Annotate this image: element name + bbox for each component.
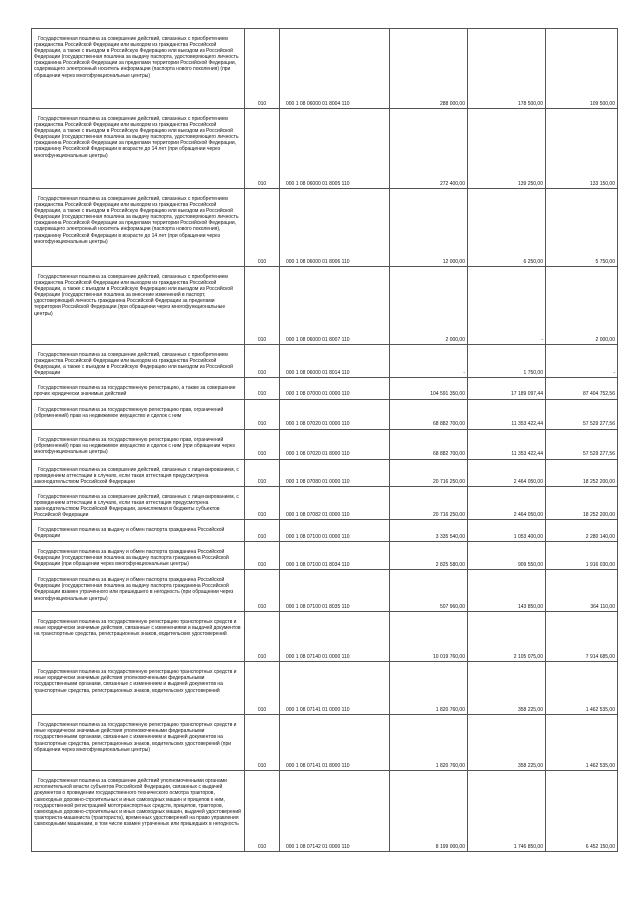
row-description	[32, 612, 245, 662]
row-description	[32, 570, 245, 612]
table-row	[32, 612, 618, 662]
row-description	[32, 771, 245, 852]
row-revenue-code: 000 1 08 07100 01 0000 110	[280, 520, 390, 542]
row-unexecuted-amount: 57 529 277,56	[546, 399, 618, 429]
row-description	[32, 189, 245, 267]
row-description-text: Государственная пошлина за совершение действий, связанных с лицензированием, с проведением аттестации в случаях, если такая аттестация предусмотрена законодательством Российской Федерации, зачисляемая в бюджеты субъектов Российской Федерации	[34, 493, 239, 519]
row-executed-amount: 17 189 097,44	[468, 378, 546, 399]
row-description-text: Государственная пошлина за государственную регистрацию, а также за совершение прочих юридически значимых действий	[34, 385, 236, 398]
row-description	[32, 429, 245, 459]
row-revenue-code: 000 1 08 07000 01 0000 110	[280, 378, 390, 399]
row-description	[32, 399, 245, 429]
table-row	[32, 542, 618, 570]
row-executed-amount: 2 464 050,00	[468, 459, 546, 486]
row-description	[32, 29, 245, 109]
table-row	[32, 459, 618, 486]
row-description-text: Государственная пошлина за выдачу и обмен паспорта гражданина Российской Федерации	[34, 527, 225, 540]
row-description-text: Государственная пошлина за государственную регистрацию прав, ограничений (обременений) прав на недвижимое имущество и сделок с ним (при обращении через многофункциональные центры)	[34, 436, 235, 455]
row-description-text: Государственная пошлина за выдачу и обмен паспорта гражданина Российской Федерации (государственная пошлина за выдачу паспорта гражданина Российской Федерации взамен утраченного или пришедшего в негодность (при обращении через многофункциональные центры)	[34, 577, 234, 602]
row-line-code: 010	[245, 109, 280, 189]
row-line-code: 010	[245, 771, 280, 852]
row-executed-amount: 178 500,00	[468, 29, 546, 109]
row-line-code: 010	[245, 399, 280, 429]
row-approved-amount: 272 400,00	[390, 109, 468, 189]
table-row	[32, 189, 618, 267]
row-executed-amount: 2 464 050,00	[468, 486, 546, 519]
row-description-text: Государственная пошлина за совершение действий, связанных с приобретением гражданства Российской Федерации или выходом из гражданства Российской Федерации, а также с въездом в Российскую Федерацию или выездом из Российской Федерации (государственная пошлина за выдачу паспорта, удостоверяющего личность гражданина Российской Федерации за пределами территории Российской Федерации, содержащего электронный носитель информации (паспорта нового поколения), гражданину Российской Федерации в возрасте до 14 лет (при обращении через многофункциональные центры)	[34, 196, 239, 245]
row-revenue-code: 000 1 08 07100 01 8035 110	[280, 570, 390, 612]
row-unexecuted-amount: 2 000,00	[546, 267, 618, 345]
row-unexecuted-amount: 18 252 200,00	[546, 459, 618, 486]
table-row	[32, 662, 618, 715]
row-description	[32, 715, 245, 771]
row-revenue-code: 000 1 08 07140 01 0000 110	[280, 612, 390, 662]
row-description-text: Государственная пошлина за государственную регистрацию транспортных средств и иные юридически значимые действия, связанные с изменениями и выдачей документов на транспортные средства, регистрационных знаков, водительских удостоверений	[34, 619, 241, 638]
row-approved-amount: 1 820 760,00	[390, 715, 468, 771]
table-row	[32, 570, 618, 612]
row-unexecuted-amount: 5 750,00	[546, 189, 618, 267]
row-description-text: Государственная пошлина за совершение действий, связанных с приобретением гражданства Российской Федерации или выходом из гражданства Российской Федерации, а также с въездом в Российскую Федерацию или выездом из Российской Федерации (государственная пошлина за внесение изменений в паспорт, удостоверяющий личность гражданина Российской Федерации за пределами территории Российской Федерации (при обращении через многофункциональные центры)	[34, 274, 233, 317]
row-line-code: 010	[245, 486, 280, 519]
row-description-text: Государственная пошлина за государственную регистрацию транспортных средств и иные юридически значимые действия уполномоченными федеральными государственными органами, связанные с изменением и выдачей документов на транспортные средства, регистрационных знаков, водительских удостоверений (при обращении через многофункциональные центры)	[34, 722, 237, 753]
row-approved-amount: 2 825 580,00	[390, 542, 468, 570]
row-executed-amount: 1 750,00	[468, 345, 546, 378]
row-executed-amount: 139 250,00	[468, 109, 546, 189]
row-executed-amount: 143 850,00	[468, 570, 546, 612]
row-unexecuted-amount: 57 529 277,56	[546, 429, 618, 459]
row-description-text: Государственная пошлина за совершение действий, связанных с приобретением гражданства Российской Федерации или выходом из гражданства Российской Федерации, а также с въездом в Российскую Федерацию или выездом из Российской Федерации	[34, 352, 233, 377]
row-description-text: Государственная пошлина за выдачу и обмен паспорта гражданина Российской Федерации (государственная пошлина за выдачу паспорта гражданина Российской Федерации (при обращении через многофункциональные центры)	[34, 549, 229, 568]
row-revenue-code: 000 1 08 06000 01 8004 110	[280, 29, 390, 109]
row-approved-amount: 20 716 250,00	[390, 459, 468, 486]
row-line-code: 010	[245, 520, 280, 542]
row-line-code: 010	[245, 267, 280, 345]
row-approved-amount: 10 019 760,00	[390, 612, 468, 662]
row-revenue-code: 000 1 08 07082 01 0000 110	[280, 486, 390, 519]
row-revenue-code: 000 1 08 07100 01 8034 110	[280, 542, 390, 570]
row-unexecuted-amount: 133 150,00	[546, 109, 618, 189]
row-revenue-code: 000 1 08 07080 01 0000 110	[280, 459, 390, 486]
row-description	[32, 345, 245, 378]
row-executed-amount: 358 225,00	[468, 662, 546, 715]
row-unexecuted-amount: 6 452 150,00	[546, 771, 618, 852]
row-revenue-code: 000 1 08 07020 01 0000 110	[280, 399, 390, 429]
row-approved-amount: 68 882 700,00	[390, 399, 468, 429]
row-approved-amount: 288 000,00	[390, 29, 468, 109]
row-line-code: 010	[245, 29, 280, 109]
row-unexecuted-amount: 7 914 685,00	[546, 612, 618, 662]
row-line-code: 010	[245, 459, 280, 486]
row-line-code: 010	[245, 429, 280, 459]
row-unexecuted-amount: -	[546, 345, 618, 378]
row-approved-amount: 3 335 540,00	[390, 520, 468, 542]
row-unexecuted-amount: 87 404 752,56	[546, 378, 618, 399]
row-description-text: Государственная пошлина за государственную регистрацию транспортных средств и иные юридически значимые действия уполномоченными федеральными государственными органами, связанные с изменением и выдачей документов на транспортные средства, регистрационных знаков, водительских удостоверений	[34, 669, 237, 694]
row-revenue-code: 000 1 08 07141 01 8000 110	[280, 715, 390, 771]
row-approved-amount: 20 716 250,00	[390, 486, 468, 519]
row-unexecuted-amount: 109 500,00	[546, 29, 618, 109]
row-description	[32, 459, 245, 486]
row-unexecuted-amount: 1 916 030,00	[546, 542, 618, 570]
row-executed-amount: -	[468, 267, 546, 345]
table-row	[32, 109, 618, 189]
row-revenue-code: 000 1 08 06000 01 8006 110	[280, 189, 390, 267]
row-description-text: Государственная пошлина за совершение действий, связанных с приобретением гражданства Российской Федерации или выходом из гражданства Российской Федерации, а также с въездом в Российскую Федерацию или выездом из Российской Федерации (государственная пошлина за выдачу паспорта, удостоверяющего личность гражданина Российской Федерации за пределами территории Российской Федерации, содержащего электронный носитель информации (паспорта нового поколения) (при обращении через многофункциональные центры)	[34, 36, 239, 79]
row-description	[32, 267, 245, 345]
row-description	[32, 378, 245, 399]
row-approved-amount: -	[390, 345, 468, 378]
row-unexecuted-amount: 1 462 535,00	[546, 662, 618, 715]
row-executed-amount: 1 746 850,00	[468, 771, 546, 852]
row-line-code: 010	[245, 715, 280, 771]
row-executed-amount: 358 225,00	[468, 715, 546, 771]
row-approved-amount: 1 820 760,00	[390, 662, 468, 715]
row-line-code: 010	[245, 345, 280, 378]
row-approved-amount: 2 000,00	[390, 267, 468, 345]
row-approved-amount: 104 591 350,00	[390, 378, 468, 399]
row-approved-amount: 68 882 700,00	[390, 429, 468, 459]
table-row	[32, 267, 618, 345]
budget-revenue-table	[31, 28, 618, 852]
row-revenue-code: 000 1 08 07141 01 0000 110	[280, 662, 390, 715]
row-unexecuted-amount: 2 280 140,00	[546, 520, 618, 542]
row-approved-amount: 12 000,00	[390, 189, 468, 267]
row-revenue-code: 000 1 08 07020 01 8000 110	[280, 429, 390, 459]
table-row	[32, 771, 618, 852]
row-line-code: 010	[245, 542, 280, 570]
row-executed-amount: 6 250,00	[468, 189, 546, 267]
row-executed-amount: 909 550,00	[468, 542, 546, 570]
row-description	[32, 662, 245, 715]
row-approved-amount: 8 199 000,00	[390, 771, 468, 852]
table-row	[32, 345, 618, 378]
row-executed-amount: 11 353 422,44	[468, 399, 546, 429]
row-unexecuted-amount: 1 462 535,00	[546, 715, 618, 771]
row-description	[32, 109, 245, 189]
row-unexecuted-amount: 364 110,00	[546, 570, 618, 612]
row-line-code: 010	[245, 378, 280, 399]
row-revenue-code: 000 1 08 07142 01 0000 110	[280, 771, 390, 852]
table-row	[32, 715, 618, 771]
table-row	[32, 399, 618, 429]
row-line-code: 010	[245, 662, 280, 715]
table-row	[32, 29, 618, 109]
row-description-text: Государственная пошлина за совершение действий, связанных с приобретением гражданства Российской Федерации или выходом из гражданства Российской Федерации, а также с въездом в Российскую Федерацию или выездом из Российской Федерации (государственная пошлина за выдачу паспорта, удостоверяющего личность гражданина Российской Федерации за пределами территории Российской Федерации, гражданину Российской Федерации в возрасте до 14 лет (при обращении через многофункциональные центры)	[34, 116, 239, 159]
row-description-text: Государственная пошлина за совершение действий уполномоченными органами исполнительной власти субъектов Российской Федерации, связанных с выдачей документов о проведении государственного технического осмотра тракторов, самоходных дорожно-строительных и иных самоходных машин и прицепов к ним, государственной регистрацией мототранспортных средств, прицепов, тракторов, самоходных дорожно-строительных и иных самоходных машин, выдачей удостоверений тракториста-машиниста (тракториста), временных удостоверений на право управления самоходными машинами, в том числе взамен утраченных или пришедших в негодность	[34, 778, 241, 827]
row-executed-amount: 1 053 400,00	[468, 520, 546, 542]
row-revenue-code: 000 1 08 06000 01 8007 110	[280, 267, 390, 345]
row-line-code: 010	[245, 189, 280, 267]
row-unexecuted-amount: 18 252 200,00	[546, 486, 618, 519]
row-revenue-code: 000 1 08 06000 01 8014 110	[280, 345, 390, 378]
row-executed-amount: 11 353 422,44	[468, 429, 546, 459]
table-row	[32, 429, 618, 459]
row-description-text: Государственная пошлина за государственную регистрацию прав, ограничений (обременений) прав на недвижимое имущество и сделок с ним	[34, 406, 224, 419]
table-row	[32, 378, 618, 399]
row-description-text: Государственная пошлина за совершение действий, связанных с лицензированием, с проведением аттестации в случаях, если такая аттестация предусмотрена законодательством Российской Федерации	[34, 466, 239, 485]
table-row	[32, 520, 618, 542]
row-line-code: 010	[245, 612, 280, 662]
row-description	[32, 486, 245, 519]
row-description	[32, 520, 245, 542]
table-row	[32, 486, 618, 519]
row-approved-amount: 507 960,00	[390, 570, 468, 612]
row-revenue-code: 000 1 08 06000 01 8005 110	[280, 109, 390, 189]
row-description	[32, 542, 245, 570]
row-line-code: 010	[245, 570, 280, 612]
row-executed-amount: 2 105 075,00	[468, 612, 546, 662]
